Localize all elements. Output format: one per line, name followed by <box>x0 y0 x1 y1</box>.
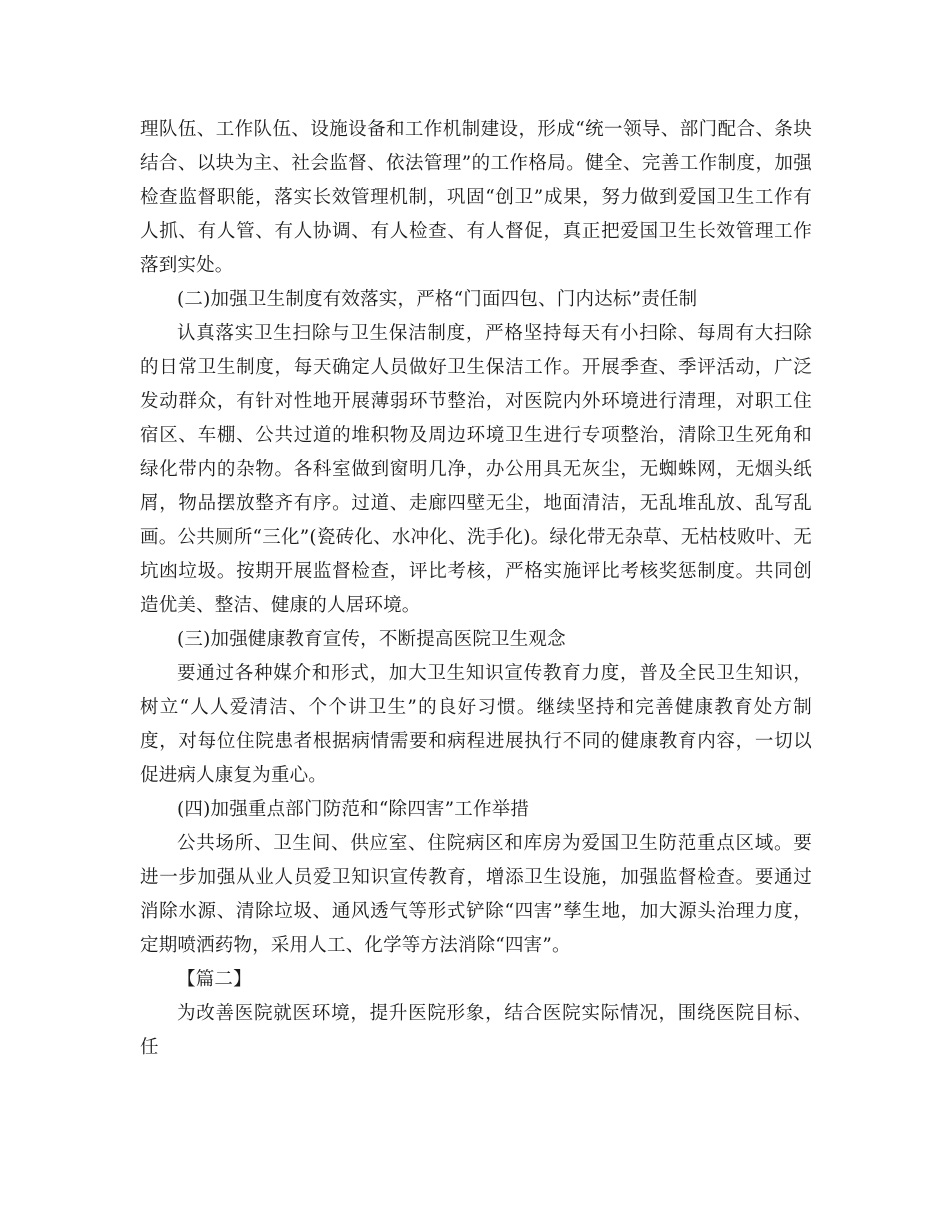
document-body <box>140 113 812 1065</box>
paragraph-key-areas: 公共场所、卫生间、供应室、住院病区和库房为爱国卫生防范重点区域。要进一步加强从业人员爱卫知识宣传教育，增添卫生设施，加强监督检查。要通过消除水源、清除垃圾、通风透气等形式铲除“四害”孳生地，加大源头治理力度，定期喷洒药物，采用人工、化学等方法消除“四害”。 <box>140 833 812 956</box>
part-two-heading: 【篇二】 <box>177 969 252 990</box>
section-heading-4: (四)加强重点部门防范和“除四害”工作举措 <box>177 799 530 820</box>
paragraph-part-two-intro: 为改善医院就医环境，提升医院形象，结合医院实际情况，围绕医院目标、任 <box>140 1003 812 1058</box>
paragraph-sanitation-system: 认真落实卫生扫除与卫生保洁制度，严格坚持每天有小扫除、每周有大扫除的日常卫生制度，每天确定人员做好卫生保洁工作。开展季查、季评活动，广泛发动群众，有针对性地开展薄弱环节整治，对医院内外环境进行清理，对职工住宿区、车棚、公共过道的堆积物及周边环境卫生进行专项整治，清除卫生死角和绿化带内的杂物。各科室做到窗明几净，办公用具无灰尘，无蜘蛛网，无烟头纸屑，物品摆放整齐有序。过道、走廊四壁无尘，地面清洁，无乱堆乱放、乱写乱画。公共厕所“三化”(瓷砖化、水冲化、洗手化)。绿化带无杂草、无枯枝败叶、无坑凼垃圾。按期开展监督检查，评比考核，严格实施评比考核奖惩制度。共同创造优美、整洁、健康的人居环境。 <box>140 323 812 616</box>
section-heading-2: (二)加强卫生制度有效落实，严格“门面四包、门内达标”责任制 <box>177 289 698 310</box>
section-heading-3: (三)加强健康教育宣传，不断提高医院卫生观念 <box>177 629 566 650</box>
paragraph-continued: 理队伍、工作队伍、设施设备和工作机制建设，形成“统一领导、部门配合、条块结合、以块为主、社会监督、依法管理”的工作格局。健全、完善工作制度，加强检查监督职能，落实长效管理机制，巩固“创卫”成果，努力做到爱国卫生工作有人抓、有人管、有人协调、有人检查、有人督促，真正把爱国卫生长效管理工作落到实处。 <box>140 119 812 276</box>
paragraph-health-education: 要通过各种媒介和形式，加大卫生知识宣传教育力度，普及全民卫生知识，树立“人人爱清洁、个个讲卫生”的良好习惯。继续坚持和完善健康教育处方制度，对每位住院患者根据病情需要和病程进展执行不同的健康教育内容，一切以促进病人康复为重心。 <box>140 663 812 786</box>
